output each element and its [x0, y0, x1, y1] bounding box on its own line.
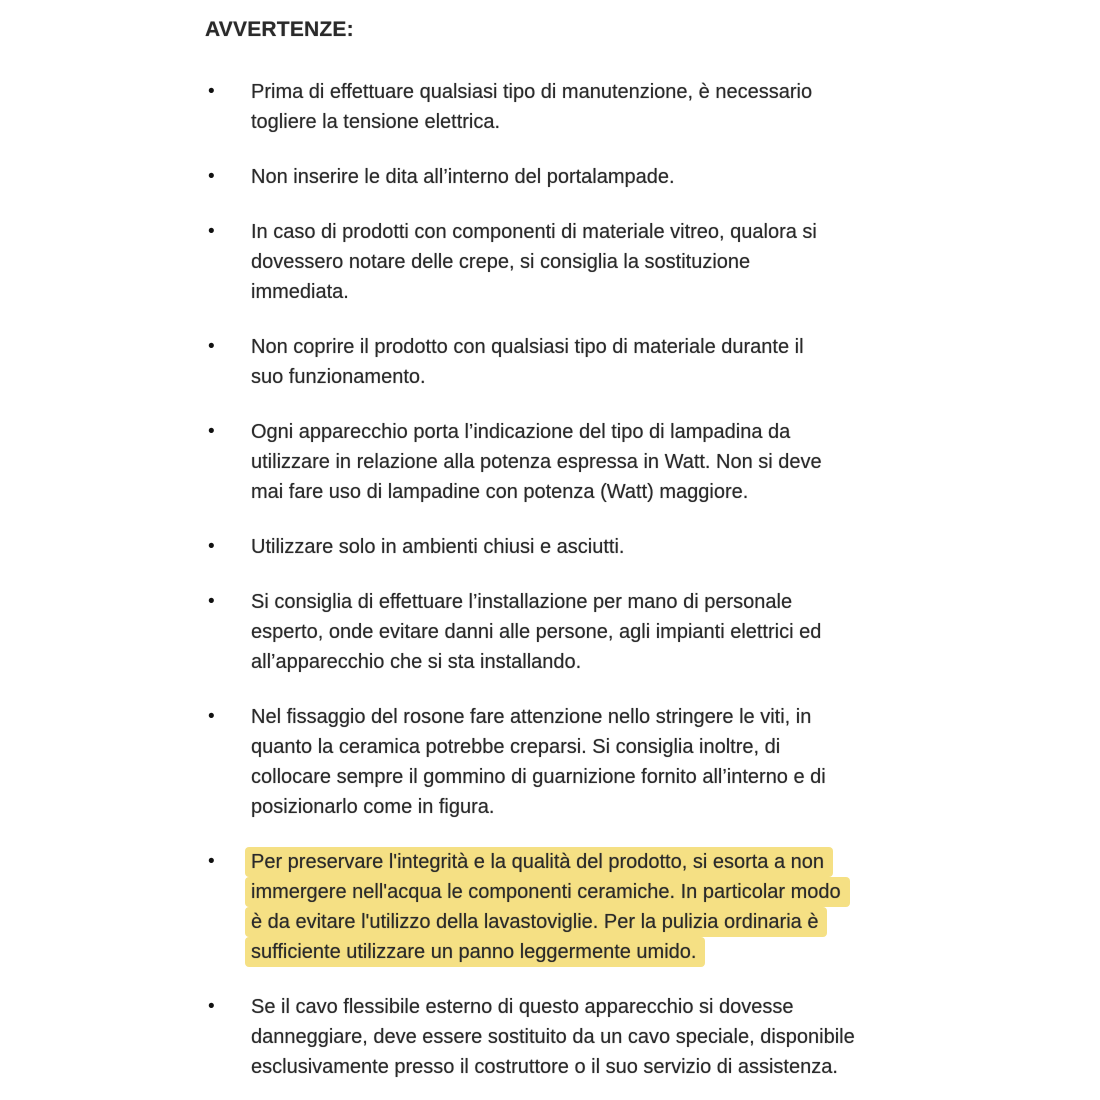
text-line: Non inserire le dita all’interno del portalampade. [251, 166, 675, 188]
bullet-item-text [251, 587, 821, 677]
bullet-item-text [251, 532, 625, 562]
text-line: collocare sempre il gommino di guarnizione fornito all’interno e di [251, 766, 826, 788]
bullet-item-highlighted [205, 847, 1100, 967]
text-line: all’apparecchio che si sta installando. [251, 651, 582, 673]
highlighted-text-line [251, 877, 850, 907]
bullet-marker: • [208, 166, 215, 187]
text-line: esclusivamente presso il costruttore o il suo servizio di assistenza. [251, 1056, 838, 1078]
bullet-marker: • [208, 851, 215, 872]
text-line: suo funzionamento. [251, 366, 426, 388]
bullet-item [205, 532, 1100, 562]
page-title: AVVERTENZE: [205, 18, 354, 41]
text-line: danneggiare, deve essere sostituito da un cavo speciale, disponibile [251, 1026, 855, 1048]
text-line: immediata. [251, 281, 349, 303]
text-line: Ogni apparecchio porta l’indicazione del tipo di lampadina da [251, 421, 791, 443]
text-line: esperto, onde evitare danni alle persone, agli impianti elettrici ed [251, 621, 822, 643]
bullet-item [205, 77, 1100, 137]
bullet-item [205, 587, 1100, 677]
bullet-item [205, 417, 1100, 507]
bullet-item-text [251, 77, 812, 137]
bullet-item [205, 162, 1100, 192]
bullet-item-text [251, 417, 822, 507]
bullet-item [205, 702, 1100, 822]
text-line: Non coprire il prodotto con qualsiasi tipo di materiale durante il [251, 336, 804, 358]
text-line: dovessero notare delle crepe, si consiglia la sostituzione [251, 251, 751, 273]
highlight-span: immergere nell'acqua le componenti ceramiche. In particolar modo [245, 877, 850, 907]
bullet-item-text-highlighted [251, 847, 850, 967]
bullet-item-text [251, 162, 675, 192]
text-line: utilizzare in relazione alla potenza espressa in Watt. Non si deve [251, 451, 822, 473]
bullet-item-text [251, 702, 826, 822]
text-line: Nel fissaggio del rosone fare attenzione nello stringere le viti, in [251, 706, 812, 728]
highlighted-text-line [251, 907, 850, 937]
bullet-item [205, 217, 1100, 307]
bullet-marker: • [208, 421, 215, 442]
text-line: quanto la ceramica potrebbe creparsi. Si consiglia inoltre, di [251, 736, 781, 758]
bullet-marker: • [208, 221, 215, 242]
highlighted-text-line [251, 937, 850, 967]
bullet-item [205, 992, 1100, 1082]
bullet-marker: • [208, 336, 215, 357]
text-line: Si consiglia di effettuare l’installazione per mano di personale [251, 591, 793, 613]
highlight-span: è da evitare l'utilizzo della lavastoviglie. Per la pulizia ordinaria è [245, 907, 827, 937]
bullet-item [205, 332, 1100, 392]
bullet-marker: • [208, 536, 215, 557]
text-line: posizionarlo come in figura. [251, 796, 495, 818]
warning-list [0, 77, 1100, 1082]
document-page [0, 16, 1100, 1100]
highlight-span: Per preservare l'integrità e la qualità del prodotto, si esorta a non [245, 847, 833, 877]
text-line: Prima di effettuare qualsiasi tipo di manutenzione, è necessario [251, 81, 813, 103]
bullet-marker: • [208, 81, 215, 102]
bullet-item-text [251, 332, 804, 392]
highlight-span: sufficiente utilizzare un panno leggermente umido. [245, 937, 705, 967]
text-line: mai fare uso di lampadine con potenza (Watt) maggiore. [251, 481, 749, 503]
text-line: Utilizzare solo in ambienti chiusi e asciutti. [251, 536, 625, 558]
bullet-item-text [251, 992, 855, 1082]
bullet-marker: • [208, 996, 215, 1017]
bullet-marker: • [208, 591, 215, 612]
text-line: In caso di prodotti con componenti di materiale vitreo, qualora si [251, 221, 817, 243]
text-line: Se il cavo flessibile esterno di questo apparecchio si dovesse [251, 996, 794, 1018]
text-line: togliere la tensione elettrica. [251, 111, 501, 133]
highlighted-text-line [251, 847, 850, 877]
bullet-marker: • [208, 706, 215, 727]
bullet-item-text [251, 217, 817, 307]
